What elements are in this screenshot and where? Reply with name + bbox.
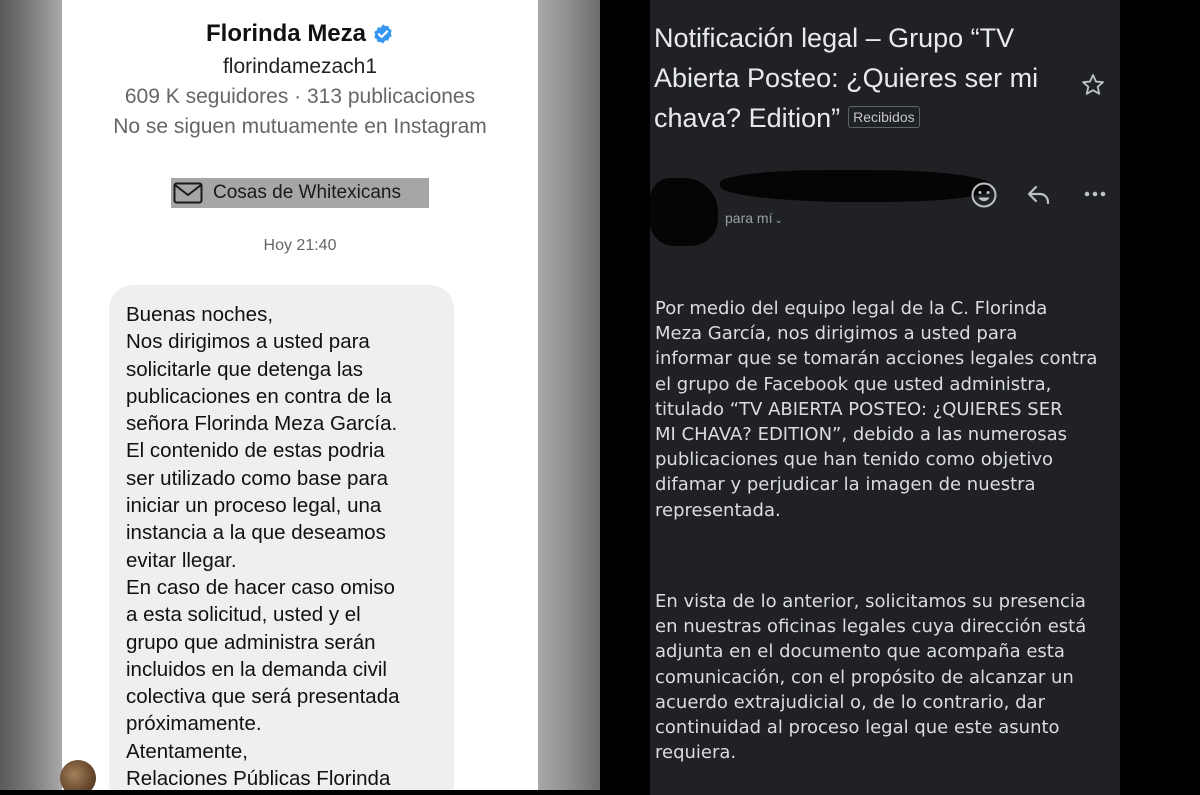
subject-line: chava? Edition”: [654, 103, 841, 133]
body-line: representada.: [655, 499, 781, 521]
inbox-label[interactable]: Recibidos: [848, 106, 919, 128]
message-line: Atentamente,: [126, 739, 248, 763]
group-name-overlay: [171, 178, 429, 208]
email-body-paragraph-1: [655, 296, 1115, 523]
message-line: En caso de hacer caso omiso: [126, 575, 395, 599]
message-line: colectiva que será presentada: [126, 685, 400, 709]
emoji-reaction-icon[interactable]: [969, 180, 999, 210]
message-line: El contenido de estas podria: [126, 439, 385, 463]
message-line: ser utilizado como base para: [126, 466, 389, 490]
body-line: adjunta en el documento que acompaña esta: [655, 641, 1065, 663]
recipient-label: para mí: [725, 210, 773, 226]
message-line: iniciar un proceso legal, una: [126, 494, 382, 518]
gmail-screenshot: [600, 0, 1200, 795]
redacted-sender-avatar: [650, 178, 718, 246]
subject-line: Notificación legal – Grupo “TV: [654, 23, 1015, 53]
body-line: Por medio del equipo legal de la C. Florinda: [655, 298, 1048, 319]
body-line: en nuestras oficinas legales cuya dirección está: [655, 616, 1087, 638]
more-options-icon[interactable]: [1082, 184, 1108, 204]
message-line: incluidos en la demanda civil: [126, 657, 387, 681]
message-line: grupo que administra serán: [126, 630, 376, 654]
instagram-screenshot: [0, 0, 600, 790]
message-timestamp: Hoy 21:40: [263, 237, 337, 254]
message-line: señora Florinda Meza García.: [126, 412, 398, 436]
message-line: Nos dirigimos a usted para: [126, 330, 370, 354]
body-line: Meza García, nos dirigimos a usted para: [655, 323, 1018, 345]
body-line: MI CHAVA? EDITION”, debido a las numerosas: [655, 424, 1068, 446]
subject-line-last: [654, 98, 1074, 138]
email-body-paragraph-2: [655, 589, 1115, 765]
body-line: comunicación, con el propósito de alcanzar un: [655, 666, 1074, 688]
body-line: publicaciones que han tenido como objetivo: [655, 449, 1053, 471]
body-line: titulado “TV ABIERTA POSTEO: ¿QUIERES SER: [655, 398, 1063, 420]
profile-name[interactable]: Florinda Meza: [205, 20, 367, 47]
message-line: instancia a la que deseamos: [126, 521, 386, 545]
message-line: a esta solicitud, usted y el: [126, 603, 361, 627]
chevron-down-icon: ⌄: [774, 215, 783, 226]
verified-badge-icon: [372, 23, 394, 45]
body-line: difamar y perjudicar la imagen de nuestra: [655, 474, 1036, 496]
message-line: evitar llegar.: [126, 548, 237, 572]
reply-icon[interactable]: [1025, 182, 1053, 208]
message-line: solicitarle que detenga las: [126, 357, 364, 381]
redacted-sender-name: [720, 170, 990, 202]
star-icon[interactable]: [1080, 72, 1106, 98]
mail-icon: [173, 182, 203, 204]
gmail-message-view: [650, 0, 1120, 795]
message-line: Buenas noches,: [126, 303, 274, 326]
message-line: próximamente.: [126, 712, 262, 736]
body-line: acuerdo extrajudicial o, de lo contrario, dar: [655, 691, 1045, 713]
subject-line: Abierta Posteo: ¿Quieres ser mi: [654, 63, 1039, 93]
profile-stats: 609 K seguidores · 313 publicaciones: [124, 85, 476, 108]
profile-handle: florindamezach1: [222, 55, 378, 78]
group-name-label: Cosas de Whitexicans: [213, 182, 401, 203]
mutual-follow-status: No se siguen mutuamente en Instagram: [113, 115, 487, 138]
body-line: En vista de lo anterior, solicitamos su presencia: [655, 591, 1086, 612]
recipient-toggle[interactable]: [725, 210, 783, 226]
body-line: informar que se tomarán acciones legales contra: [655, 348, 1098, 370]
message-bubble[interactable]: [109, 285, 454, 790]
body-line: requiera.: [655, 742, 737, 764]
body-line: el grupo de Facebook que usted administra,: [655, 373, 1052, 395]
sender-avatar[interactable]: [60, 760, 96, 790]
profile-header: [62, 20, 538, 48]
email-subject: [654, 18, 1074, 138]
message-line: Relaciones Públicas Florinda: [126, 767, 391, 790]
message-line: publicaciones en contra de la: [126, 384, 392, 408]
body-line: continuidad al proceso legal que este asunto: [655, 717, 1060, 739]
instagram-dm-view: [62, 0, 538, 790]
